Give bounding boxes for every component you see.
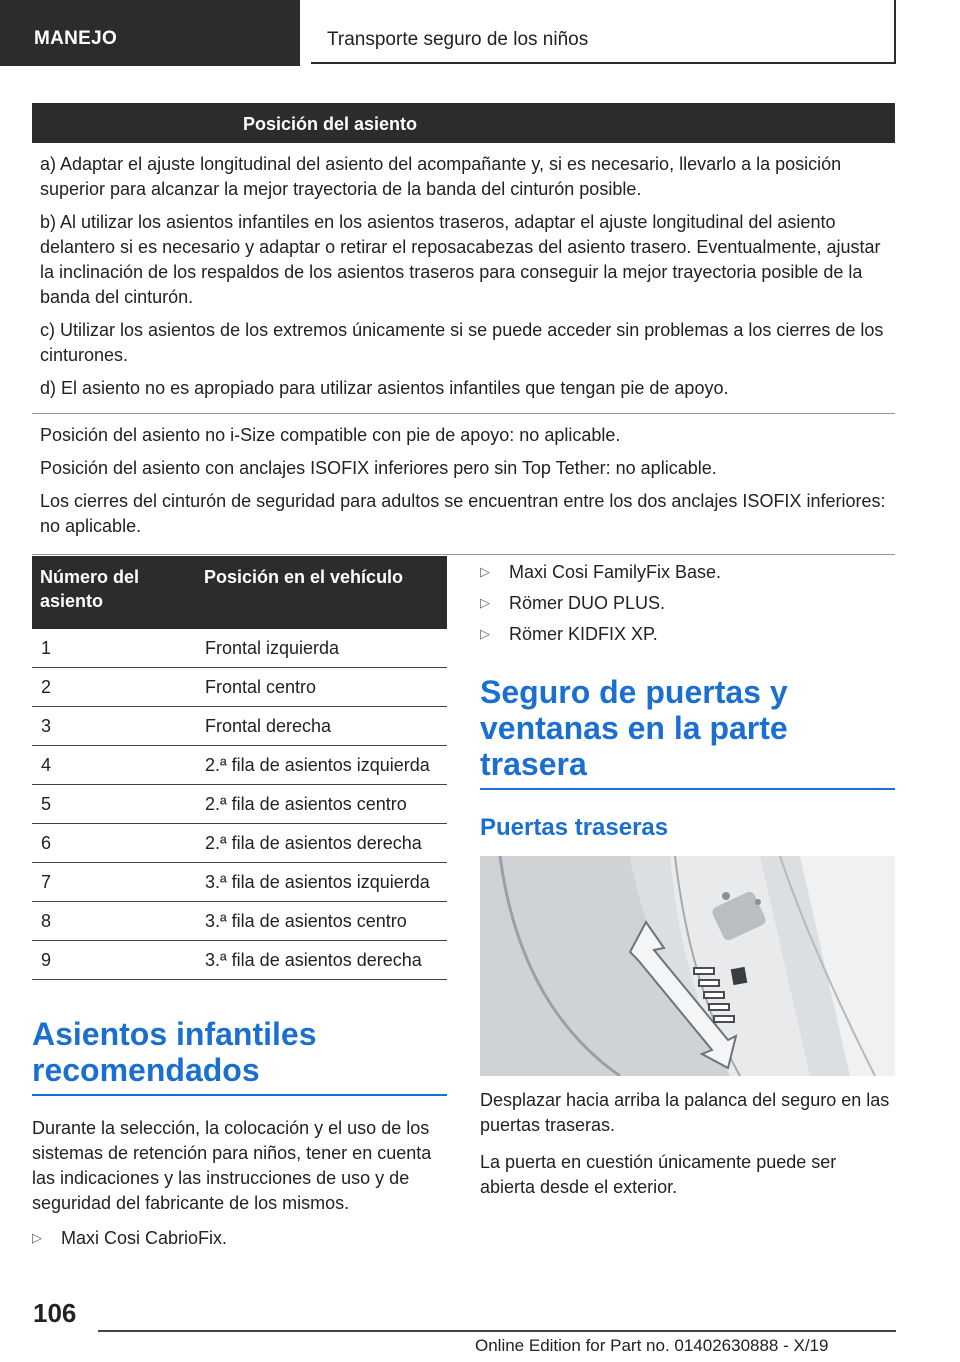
list-item bbox=[480, 591, 895, 615]
list-item bbox=[32, 1226, 447, 1250]
right-column bbox=[480, 560, 895, 1200]
seat-position: Frontal centro bbox=[196, 668, 447, 707]
section-label: MANEJO bbox=[0, 0, 300, 66]
instruction-a: a) Adaptar el ajuste longitudinal del asiento del acompañante y, si es necesario, llevarlo a la posición superior para alcanzar la mejor trayectoria de la banda del cinturón posible. bbox=[40, 154, 842, 199]
seat-number: 8 bbox=[32, 902, 196, 941]
rear-doors-subheading: Puertas traseras bbox=[480, 814, 669, 841]
list-item bbox=[480, 560, 895, 584]
header-seat-position: Posición en el vehículo bbox=[196, 556, 447, 629]
note-belt-buckles: Los cierres del cinturón de seguridad para adultos se encuentran entre los dos anclajes ISOFIX inferiores: no aplicable. bbox=[40, 491, 886, 536]
seat-position-instructions bbox=[32, 143, 895, 414]
door-lock-illustration bbox=[480, 856, 895, 1076]
seat-position: 3.ª fila de asientos centro bbox=[196, 902, 447, 941]
recommended-heading-wrap bbox=[32, 1016, 447, 1096]
instruction-d: d) El asiento no es apropiado para utilizar asientos infantiles que tengan pie de apoyo. bbox=[40, 378, 729, 398]
seat-number: 1 bbox=[32, 629, 196, 668]
instruction-b: b) Al utilizar los asientos infantiles en los asientos traseros, adaptar el ajuste longitudinal del asiento delantero si es necesario y adaptar o retirar el reposacabezas del asiento trasero. Eventualmente, ajustar la inclinación de los respaldos de los asientos traseros para conseguir la mejor trayectoria posible de la banda del cinturón. bbox=[40, 212, 881, 307]
seat-position-box bbox=[32, 103, 895, 555]
seat-position-notes bbox=[32, 414, 895, 555]
bullet-triangle-icon: ▷ bbox=[480, 564, 490, 579]
footer-edition: Online Edition for Part no. 01402630888 - X/19 bbox=[475, 1336, 829, 1355]
chapter-title: Transporte seguro de los niños bbox=[311, 0, 896, 64]
table-row bbox=[32, 785, 447, 824]
note-pie-de-apoyo: Posición del asiento no i-Size compatible con pie de apoyo: no aplicable. bbox=[40, 425, 621, 445]
seat-number: 6 bbox=[32, 824, 196, 863]
table-row bbox=[32, 707, 447, 746]
note-isofix: Posición del asiento con anclajes ISOFIX inferiores pero sin Top Tether: no aplicable. bbox=[40, 458, 717, 478]
header-seat-number: Número del asiento bbox=[32, 556, 196, 629]
table-row bbox=[32, 746, 447, 785]
bullet-triangle-icon: ▷ bbox=[32, 1230, 42, 1245]
list-item-label: Maxi Cosi FamilyFix Base. bbox=[509, 562, 722, 582]
table-row bbox=[32, 941, 447, 980]
list-item-label: Römer DUO PLUS. bbox=[509, 593, 666, 613]
table-row bbox=[32, 668, 447, 707]
page-number: 106 bbox=[33, 1298, 77, 1328]
seat-position: 2.ª fila de asientos izquierda bbox=[196, 746, 447, 785]
seat-position: 2.ª fila de asientos derecha bbox=[196, 824, 447, 863]
door-lock-heading: Seguro de puertas y ventanas en la parte trasera bbox=[480, 674, 788, 782]
recommended-list-right bbox=[480, 560, 895, 646]
table-row bbox=[32, 863, 447, 902]
seat-number-table bbox=[32, 556, 447, 980]
table-row bbox=[32, 902, 447, 941]
seat-number: 5 bbox=[32, 785, 196, 824]
seat-position: 3.ª fila de asientos derecha bbox=[196, 941, 447, 980]
list-item bbox=[480, 622, 895, 646]
recommended-seats-section bbox=[32, 1016, 447, 1250]
door-heading-wrap bbox=[480, 674, 895, 790]
door-lock-caption: Desplazar hacia arriba la palanca del seguro en las puertas traseras. bbox=[480, 1090, 890, 1135]
list-item-label: Römer KIDFIX XP. bbox=[509, 624, 658, 644]
seat-position: 3.ª fila de asientos izquierda bbox=[196, 863, 447, 902]
door-lock-note: La puerta en cuestión únicamente puede ser abierta desde el exterior. bbox=[480, 1152, 837, 1197]
table-row bbox=[32, 824, 447, 863]
table-row bbox=[32, 629, 447, 668]
seat-number: 4 bbox=[32, 746, 196, 785]
seat-number: 3 bbox=[32, 707, 196, 746]
seat-position: 2.ª fila de asientos centro bbox=[196, 785, 447, 824]
seat-position-title: Posición del asiento bbox=[32, 103, 895, 143]
bullet-triangle-icon: ▷ bbox=[480, 595, 490, 610]
footer-divider bbox=[98, 1330, 896, 1332]
seat-position: Frontal izquierda bbox=[196, 629, 447, 668]
instruction-c: c) Utilizar los asientos de los extremos únicamente si se puede acceder sin problemas a los cierres de los cinturones. bbox=[40, 320, 884, 365]
recommended-intro: Durante la selección, la colocación y el uso de los sistemas de retención para niños, tener en cuenta las indicaciones y las instrucciones de uso y de seguridad del fabricante de los mismos. bbox=[32, 1118, 432, 1213]
list-item-label: Maxi Cosi CabrioFix. bbox=[61, 1228, 228, 1248]
seat-position: Frontal derecha bbox=[196, 707, 447, 746]
seat-number: 2 bbox=[32, 668, 196, 707]
bullet-triangle-icon: ▷ bbox=[480, 626, 490, 641]
table-header-row bbox=[32, 556, 447, 629]
seat-number: 7 bbox=[32, 863, 196, 902]
recommended-list-left bbox=[32, 1226, 447, 1250]
seat-number: 9 bbox=[32, 941, 196, 980]
recommended-heading: Asientos infantiles recomendados bbox=[32, 1016, 317, 1088]
